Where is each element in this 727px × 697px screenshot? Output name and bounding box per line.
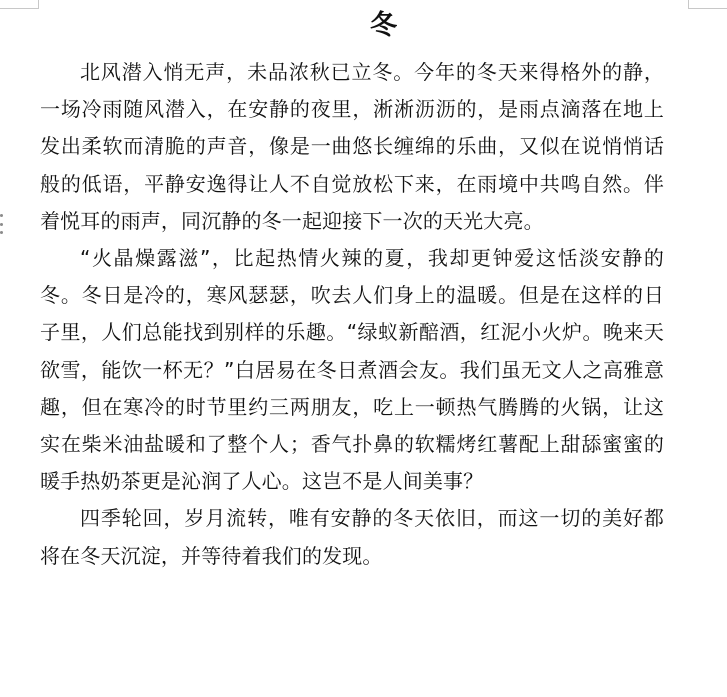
- paragraph-2: “火晶燥露滋”，比起热情火辣的夏，我却更钟爱这恬淡安静的冬。冬日是冷的，寒风瑟瑟，吹去人们身上的温暖。但是在这样的日子里，人们总能找到别样的乐趣。“绿蚁新醅酒，红泥小火炉。晚来天欲雪，能饮一杯无？”白居易在冬日煮酒会友。我们虽无文人之高雅意趣，但在寒冷的时节里约三两朋友，吃上一顿热气腾腾的火锅，让这实在柴米油盐暖和了整个人；香气扑鼻的软糯烤红薯配上甜舔蜜蜜的暖手热奶茶更是沁润了人心。这岂不是人间美事？: [40, 246, 664, 494]
- drag-handle-dot: [0, 231, 3, 234]
- drag-handle-dot: [0, 223, 3, 226]
- document-body[interactable]: [40, 54, 664, 575]
- drag-handle-dot: [0, 214, 3, 217]
- paragraph-1: 北风潜入悄无声，未品浓秋已立冬。今年的冬天来得格外的静，一场冷雨随风潜入，在安静的夜里，淅淅沥沥的，是雨点滴落在地上发出柔软而清脆的声音，像是一曲悠长缠绵的乐曲，又似在说悄悄话般的低语，平静安逸得让人不自觉放松下来，在雨境中共鸣自然。伴着悦耳的雨声，同沉静的冬一起迎接下一次的天光大亮。: [40, 60, 664, 233]
- document-title: 冬: [370, 10, 397, 41]
- paragraph-3: 四季轮回，岁月流转，唯有安静的冬天依旧，而这一切的美好都将在冬天沉淀，并等待着我们的发现。: [40, 506, 664, 568]
- drag-handle-icon[interactable]: [0, 214, 6, 234]
